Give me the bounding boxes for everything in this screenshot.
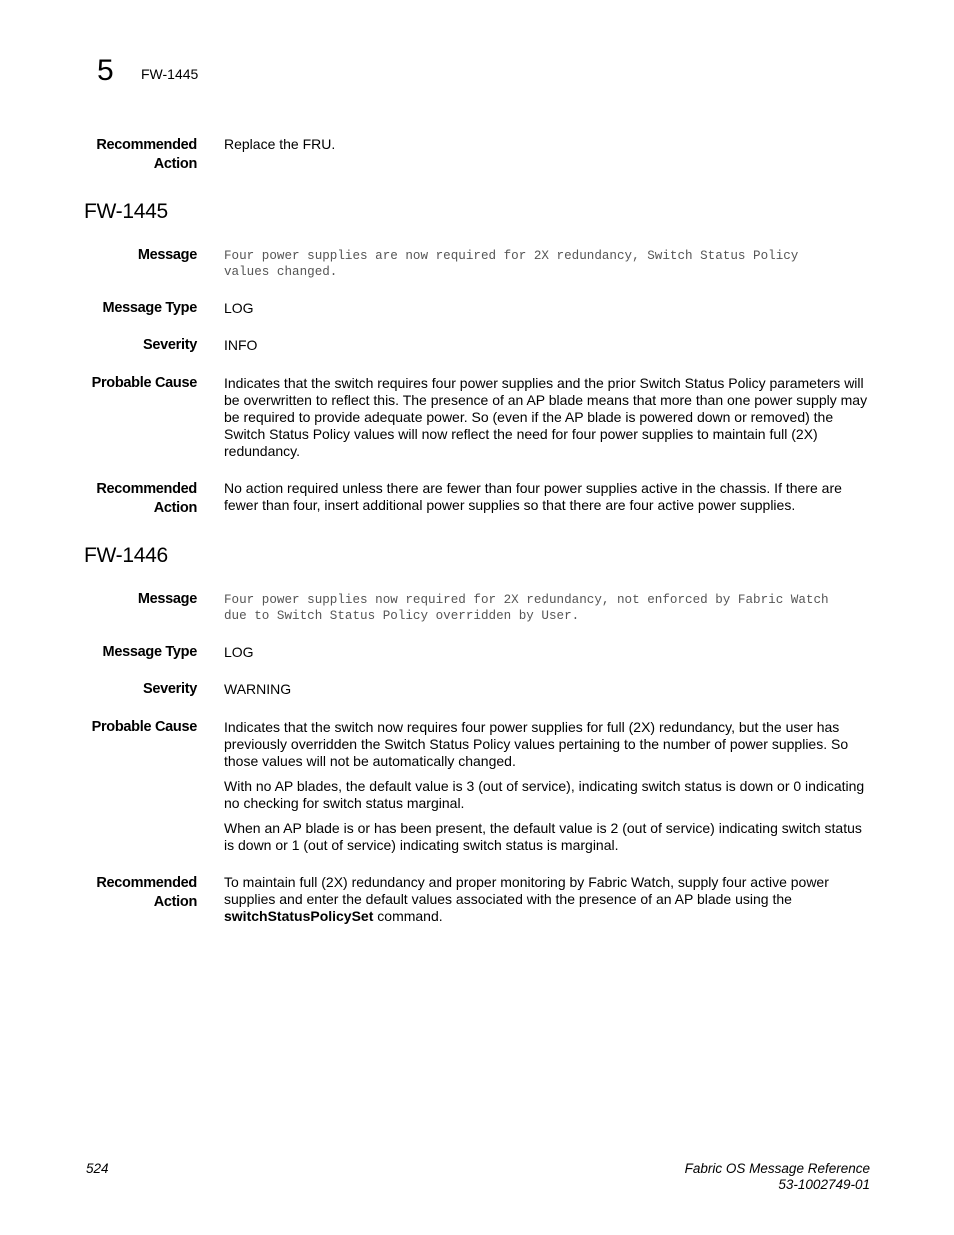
message-text: Four power supplies are now required for 2X redundancy, Switch Status Policy values changed. <box>224 249 799 279</box>
action-text-after: command. <box>373 908 443 924</box>
cause-paragraph: Indicates that the switch requires four power supplies and the prior Switch Status Policy parameters will be overwritten to reflect this. The presence of an AP blade means that more than one power supply may be required to provide adequate power. So (even if the AP blade is powered down or removed) the Switch Status Policy values will now reflect the need for four power supplies to maintain full (2X) redundancy. <box>224 375 868 459</box>
action-text-before: To maintain full (2X) redundancy and proper monitoring by Fabric Watch, supply four active power supplies and enter the default values associated with the presence of an AP blade using the <box>224 874 829 907</box>
recommended-action-text <box>224 874 872 925</box>
message-label: Message <box>137 591 197 607</box>
cause-paragraph: When an AP blade is or has been present, the default value is 2 (out of service) indicating switch status is down or 1 (out of service) indicating switch status is marginal. <box>224 820 862 853</box>
section-title-fw-1445: FW-1445 <box>84 200 168 223</box>
message-label: Message <box>137 247 197 263</box>
probable-cause-text <box>224 375 872 460</box>
label-line-2: Action <box>153 156 197 172</box>
severity-value: WARNING <box>224 681 292 697</box>
severity-label: Severity <box>142 337 197 353</box>
command-name: switchStatusPolicySet <box>224 908 374 924</box>
severity-value: INFO <box>224 337 258 353</box>
label-line-1: Recommended <box>96 137 197 153</box>
document-number: 53-1002749-01 <box>778 1177 870 1192</box>
running-title: FW-1445 <box>141 66 199 82</box>
probable-cause-label: Probable Cause <box>91 375 197 391</box>
footer-doc-info <box>685 1161 870 1193</box>
message-type-label: Message Type <box>102 300 197 316</box>
recommended-action-label <box>60 136 197 174</box>
page-number: 524 <box>86 1161 109 1176</box>
message-type-value: LOG <box>224 300 254 316</box>
severity-label: Severity <box>142 681 197 697</box>
recommended-action-label <box>60 874 197 912</box>
cause-paragraph: Indicates that the switch now requires four power supplies for full (2X) redundancy, but the user has previously overridden the Switch Status Policy values pertaining to the number of power supplies. So those values will not be automatically changed. <box>224 719 849 769</box>
probable-cause-text <box>224 719 872 854</box>
label-line-1: Recommended <box>96 875 197 891</box>
section-title-fw-1446: FW-1446 <box>84 544 168 567</box>
message-type-label: Message Type <box>102 644 197 660</box>
label-line-1: Recommended <box>96 481 197 497</box>
chapter-number: 5 <box>97 54 114 87</box>
recommended-action-text: No action required unless there are fewer than four power supplies active in the chassis. If there are fewer than four, insert additional power supplies so that there are four active power supplies. <box>224 480 842 513</box>
probable-cause-label: Probable Cause <box>91 719 197 735</box>
cause-paragraph: With no AP blades, the default value is 3 (out of service), indicating switch status is down or 0 indicating no checking for switch status marginal. <box>224 778 865 811</box>
message-text: Four power supplies now required for 2X redundancy, not enforced by Fabric Watch due to Switch Status Policy overridden by User. <box>224 593 829 623</box>
label-line-2: Action <box>153 500 197 516</box>
recommended-action-label <box>60 480 197 518</box>
label-line-2: Action <box>153 894 197 910</box>
document-title: Fabric OS Message Reference <box>684 1161 870 1176</box>
message-type-value: LOG <box>224 644 254 660</box>
recommended-action-text: Replace the FRU. <box>224 136 336 152</box>
